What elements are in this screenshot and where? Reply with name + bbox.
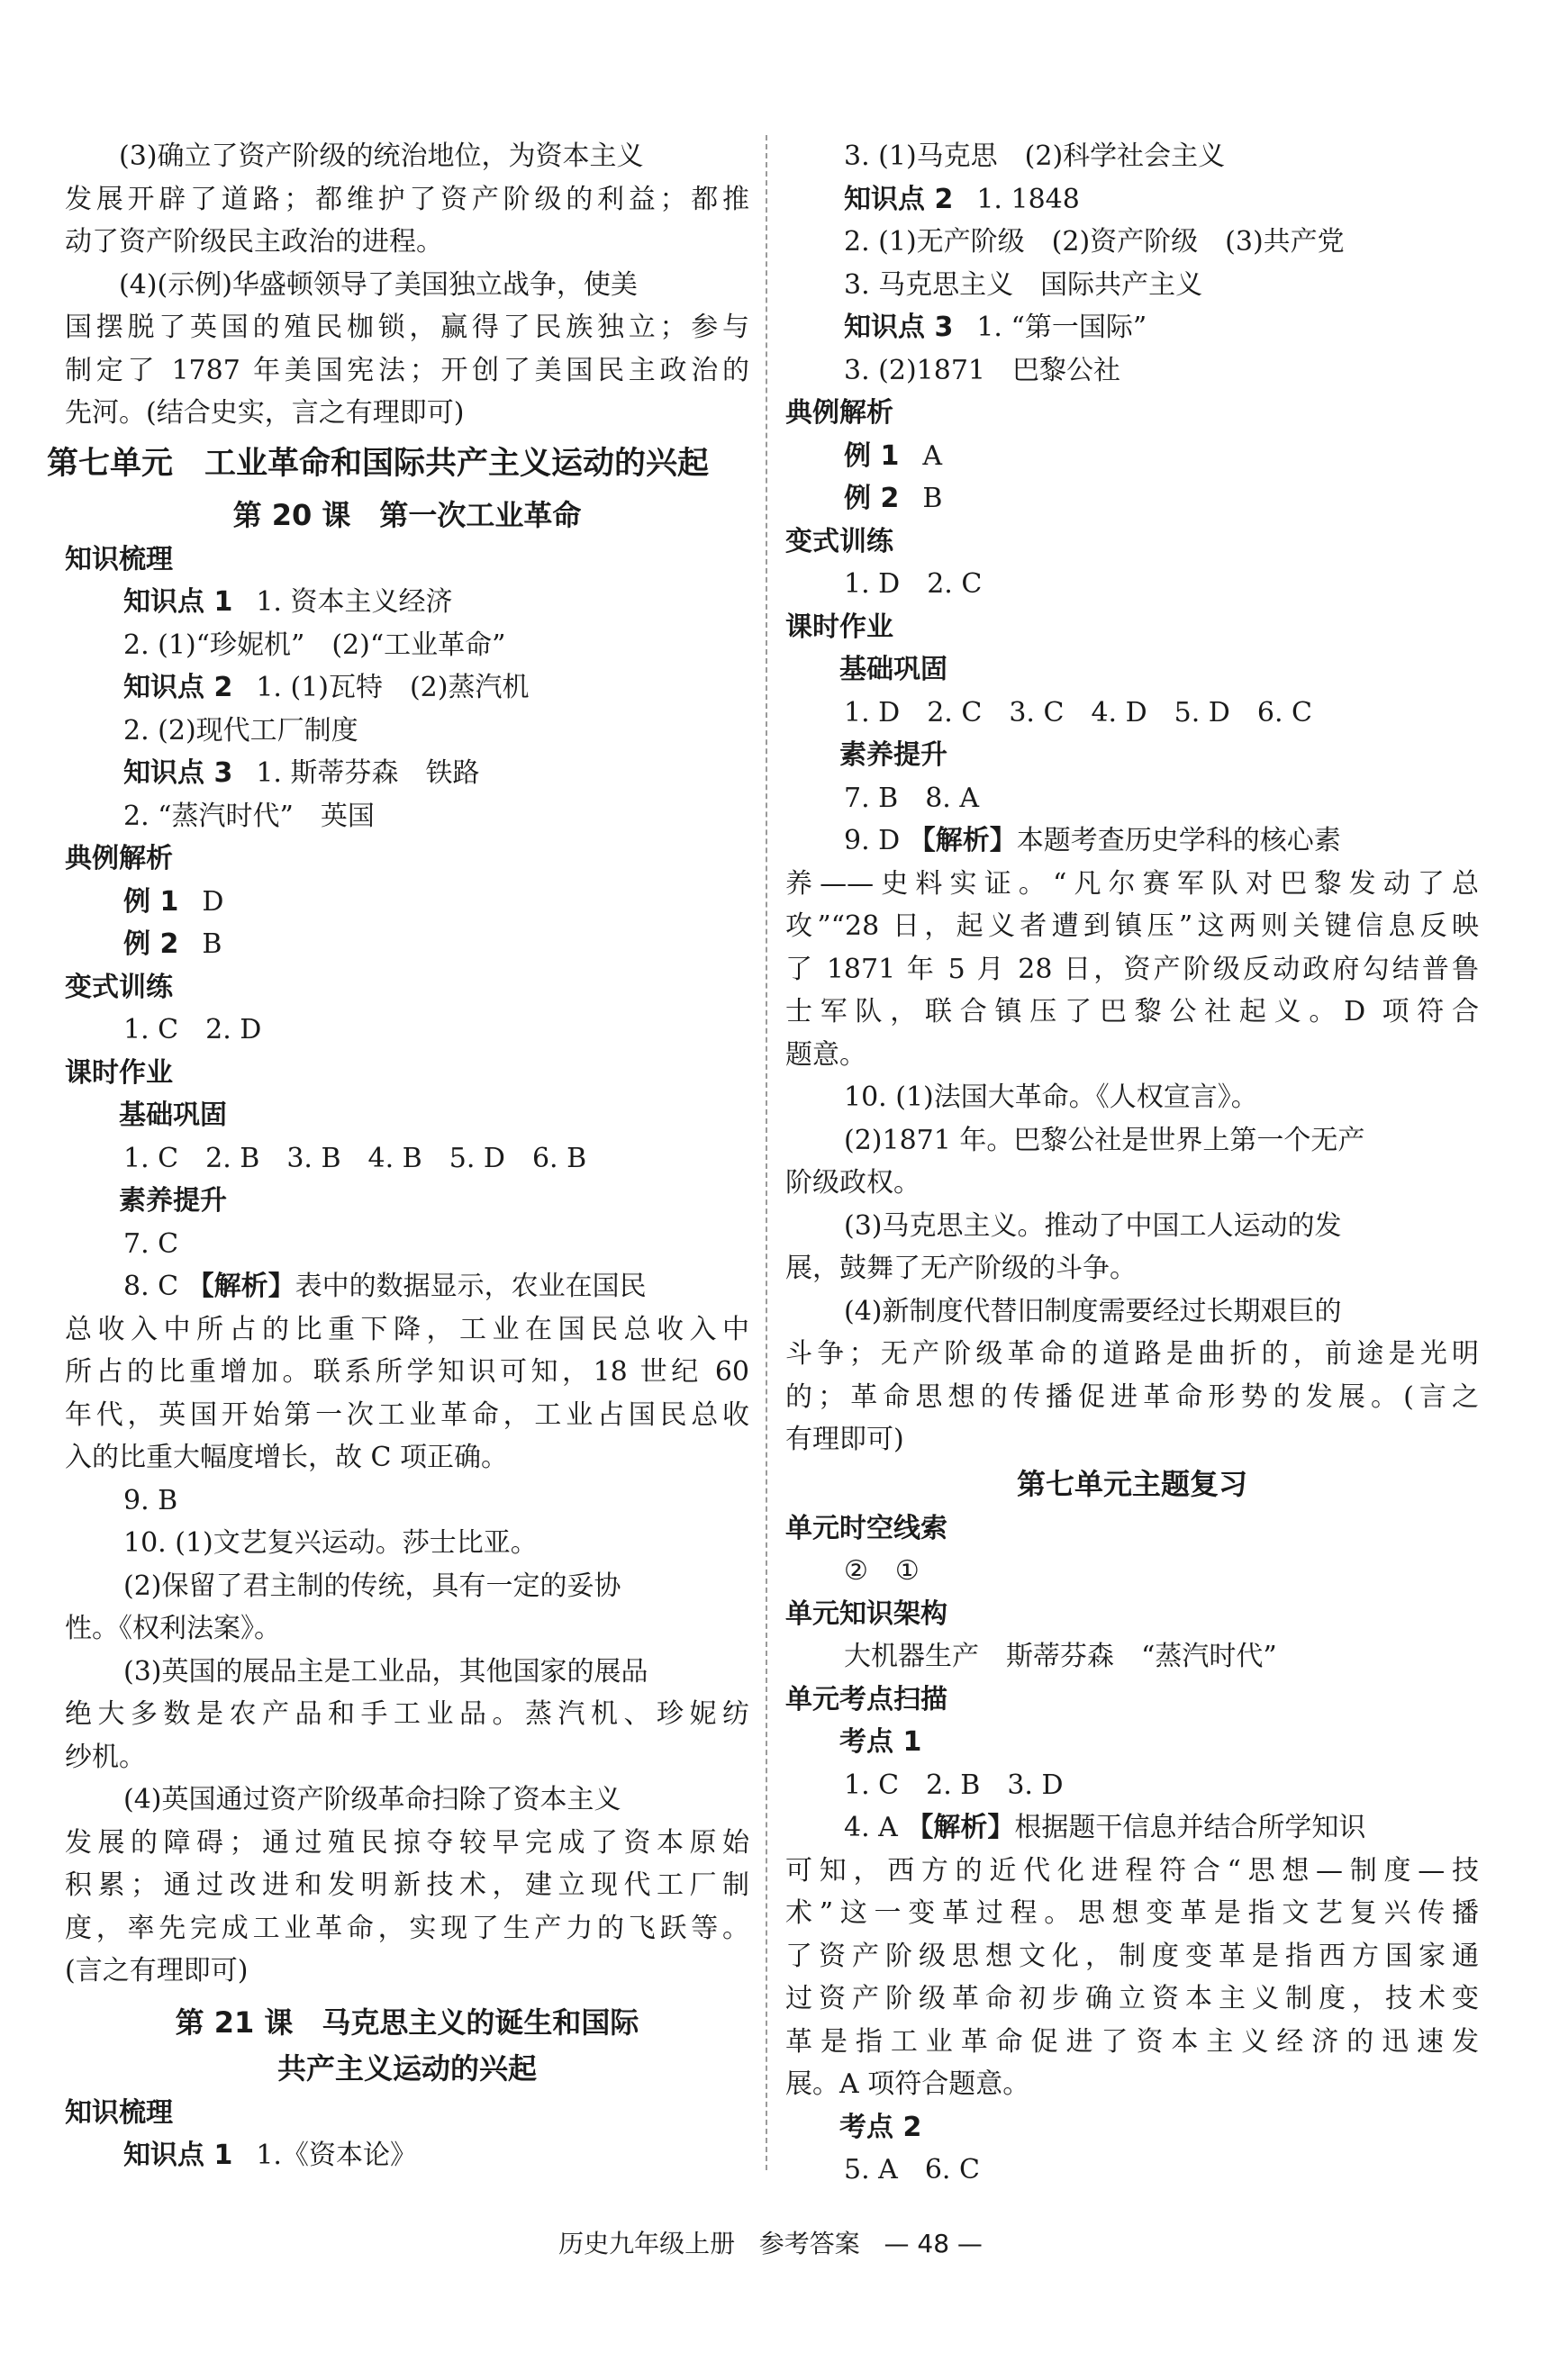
subsection-heading: 基础巩固 [119,1100,227,1131]
text-line: 纱机。 [65,1741,146,1773]
answer-line: 知识点 3 1. 斯蒂芬森 铁路 [123,757,480,789]
text-line: 国摆脱了英国的殖民枷锁，赢得了民族独立；参与 [65,312,749,343]
lesson-title: 共产主义运动的兴起 [276,2050,537,2086]
text-line: 总收入中所占的比重下降，工业在国民总收入中 [65,1313,749,1345]
text-line: (4)新制度代替旧制度需要经过长期艰巨的 [844,1295,1342,1327]
lesson-title: 第 20 课 第一次工业革命 [232,497,582,532]
page-number: — 48 — [884,2229,983,2258]
example-label: 例 2 [844,483,900,514]
text-line: (2)1871 年。巴黎公社是世界上第一个无产 [844,1124,1365,1156]
text-line: 了资产阶级思想文化，制度变革是指西方国家通 [785,1940,1479,1972]
text-line: 入的比重大幅度增长，故 C 项正确。 [65,1442,509,1473]
answer-line: 5. A 6. C [844,2154,980,2185]
subsection-heading: 素养提升 [839,739,947,771]
review-title: 第七单元主题复习 [1016,1466,1247,1501]
text-line: 士军队，联合镇压了巴黎公社起义。D 项符合 [785,996,1479,1027]
book-title: 历史九年级上册 [558,2229,736,2258]
answer-line: 1. D 2. C 3. C 4. D 5. D 6. C [844,696,1312,728]
answer-line: 知识点 1 1.《资本论》 [123,2140,417,2171]
answer-line: 7. C [123,1227,179,1260]
text-line: (2)保留了君主制的传统，具有一定的妥协 [123,1570,621,1602]
text-line: 过资产阶级革命初步确立资本主义制度，技术变 [785,1983,1479,2014]
knowledge-point-label: 知识点 3 [844,312,954,343]
text-line: 先河。(结合史实，言之有理即可) [65,397,465,429]
answer-line: ② ① [844,1555,920,1587]
section-heading: 变式训练 [785,525,893,557]
answer-line: 知识点 2 1. 1848 [844,183,1080,215]
answer-line: 1. C 2. B 3. D [844,1769,1064,1801]
answer-line: 8. C 【解析】表中的数据显示，农业在国民 [123,1271,647,1302]
answer-line: 9. D 【解析】本题考查历史学科的核心素 [844,825,1341,856]
answer-line: 3. 马克思主义 国际共产主义 [844,268,1203,301]
text-line: 度，率先完成工业革命，实现了生产力的飞跃等。 [65,1912,749,1944]
answer-line: 7. B 8. A [844,782,980,814]
text-line: 发展开辟了道路；都维护了资产阶级的利益；都推 [65,183,749,215]
text-line: 动了资产阶级民主政治的进程。 [65,226,443,258]
example-label: 例 2 [123,928,179,960]
text-line: 斗争；无产阶级革命的道路是曲折的，前途是光明 [785,1338,1479,1370]
text-line: (4)英国通过资产阶级革命扫除了资本主义 [123,1784,621,1815]
section-heading: 课时作业 [785,611,893,643]
answer-line: 3. (1)马克思 (2)科学社会主义 [844,140,1226,172]
analysis-label: 【解析】 [908,825,1017,856]
answer-line: 3. (2)1871 巴黎公社 [844,354,1121,386]
text-line: 年代，英国开始第一次工业革命，工业占国民总收 [65,1398,749,1431]
column-divider [766,135,767,2170]
text-line: 术”这一变革过程。思想变革是指文艺复兴传播 [785,1897,1479,1929]
answer-line: 9. B [123,1484,178,1516]
answer-line: 1. C 2. B 3. B 4. B 5. D 6. B [123,1142,587,1174]
text-line: (言之有理即可) [65,1955,249,1986]
subsection-heading: 基础巩固 [839,654,947,685]
text-line: 攻”“28 日，起义者遭到镇压”这两则关键信息反映 [785,910,1479,942]
knowledge-point-label: 知识点 3 [123,757,233,789]
section-heading: 单元知识架构 [785,1597,947,1630]
text-line: 养——史料实证。“凡尔赛军队对巴黎发动了总 [785,867,1479,900]
answer-line: 1. D 2. C [844,568,983,600]
section-heading: 课时作业 [65,1056,173,1089]
section-heading: 知识梳理 [65,543,173,575]
answer-line: 10. (1)文艺复兴运动。莎士比亚。 [123,1527,538,1559]
answer-line: 1. C 2. D [123,1014,262,1045]
text-line: 有理即可) [785,1424,904,1455]
answer-line: 例 1 A [844,439,942,472]
subsection-heading: 素养提升 [119,1185,227,1217]
section-title: 参考答案 [758,2229,860,2258]
answer-line: 2. (2)现代工厂制度 [123,714,358,747]
text-line: 可知，西方的近代化进程符合“思想—制度—技 [785,1854,1479,1887]
section-heading: 典例解析 [65,843,173,874]
text-line: (3)确立了资产阶级的统治地位，为资本主义 [119,140,644,172]
section-heading: 单元考点扫描 [785,1683,947,1715]
answer-line: 例 1 D [123,885,224,918]
text-line: 制定了 1787 年美国宪法；开创了美国民主政治的 [65,354,749,386]
answer-line: 例 2 B [844,483,943,514]
section-heading: 典例解析 [785,397,893,429]
knowledge-point-label: 知识点 2 [123,672,233,703]
text-line: 发展的障碍；通过殖民掠夺较早完成了资本原始 [65,1826,749,1859]
text-line: 绝大多数是农产品和手工业品。蒸汽机、珍妮纺 [65,1698,749,1730]
text-line: 所占的比重增加。联系所学知识可知，18 世纪 60 [65,1356,749,1388]
text-line: (3)马克思主义。推动了中国工人运动的发 [844,1209,1342,1242]
answer-line: 知识点 2 1. (1)瓦特 (2)蒸汽机 [123,672,530,703]
unit-title: 第七单元 工业革命和国际共产主义运动的兴起 [47,445,710,482]
text-line: 展。A 项符合题意。 [785,2068,1030,2100]
answer-line: 10. (1)法国大革命。《人权宣言》。 [844,1081,1258,1113]
answer-line: 知识点 3 1. “第一国际” [844,312,1147,343]
text-line: 题意。 [785,1038,866,1071]
left-column [47,135,749,2177]
text-line: 阶级政权。 [785,1167,920,1199]
answer-line: 大机器生产 斯蒂芬森 “蒸汽时代” [844,1641,1277,1672]
analysis-label: 【解析】 [906,1812,1015,1843]
text-line: 性。《权利法案》。 [65,1613,281,1644]
answer-line: 2. “蒸汽时代” 英国 [123,800,375,832]
subsection-heading: 考点 2 [839,2111,922,2143]
answer-line: 知识点 1 1. 资本主义经济 [123,586,453,618]
example-label: 例 1 [844,439,900,472]
knowledge-point-label: 知识点 2 [844,183,954,215]
text-line: 积累；通过改进和发明新技术，建立现代工厂制 [65,1869,749,1901]
text-line: (3)英国的展品主是工业品，其他国家的展品 [123,1655,648,1688]
answer-line: 2. (1)“珍妮机” (2)“工业革命” [123,629,506,661]
knowledge-point-label: 知识点 1 [123,2140,233,2171]
text-line: 展，鼓舞了无产阶级的斗争。 [785,1253,1137,1284]
answer-line: 2. (1)无产阶级 (2)资产阶级 (3)共产党 [844,226,1345,258]
knowledge-point-label: 知识点 1 [123,586,233,618]
section-heading: 变式训练 [65,971,173,1003]
answer-line: 4. A 【解析】根据题干信息并结合所学知识 [844,1812,1366,1843]
example-label: 例 1 [123,885,179,918]
text-line: 革是指工业革命促进了资本主义经济的迅速发 [785,2025,1479,2058]
text-line: 的；革命思想的传播促进革命形势的发展。(言之 [785,1380,1479,1413]
answer-line: 例 2 B [123,928,222,960]
section-heading: 单元时空线索 [785,1512,947,1544]
subsection-heading: 考点 1 [839,1726,922,1758]
right-column [785,135,1479,2192]
page-footer [0,2224,1541,2260]
analysis-label: 【解析】 [186,1271,295,1302]
lesson-title: 第 21 课 马克思主义的诞生和国际 [175,2004,639,2040]
text-line: 了 1871 年 5 月 28 日，资产阶级反动政府勾结普鲁 [785,953,1479,985]
section-heading: 知识梳理 [65,2096,173,2129]
text-line: (4)(示例)华盛顿领导了美国独立战争，使美 [119,268,638,301]
